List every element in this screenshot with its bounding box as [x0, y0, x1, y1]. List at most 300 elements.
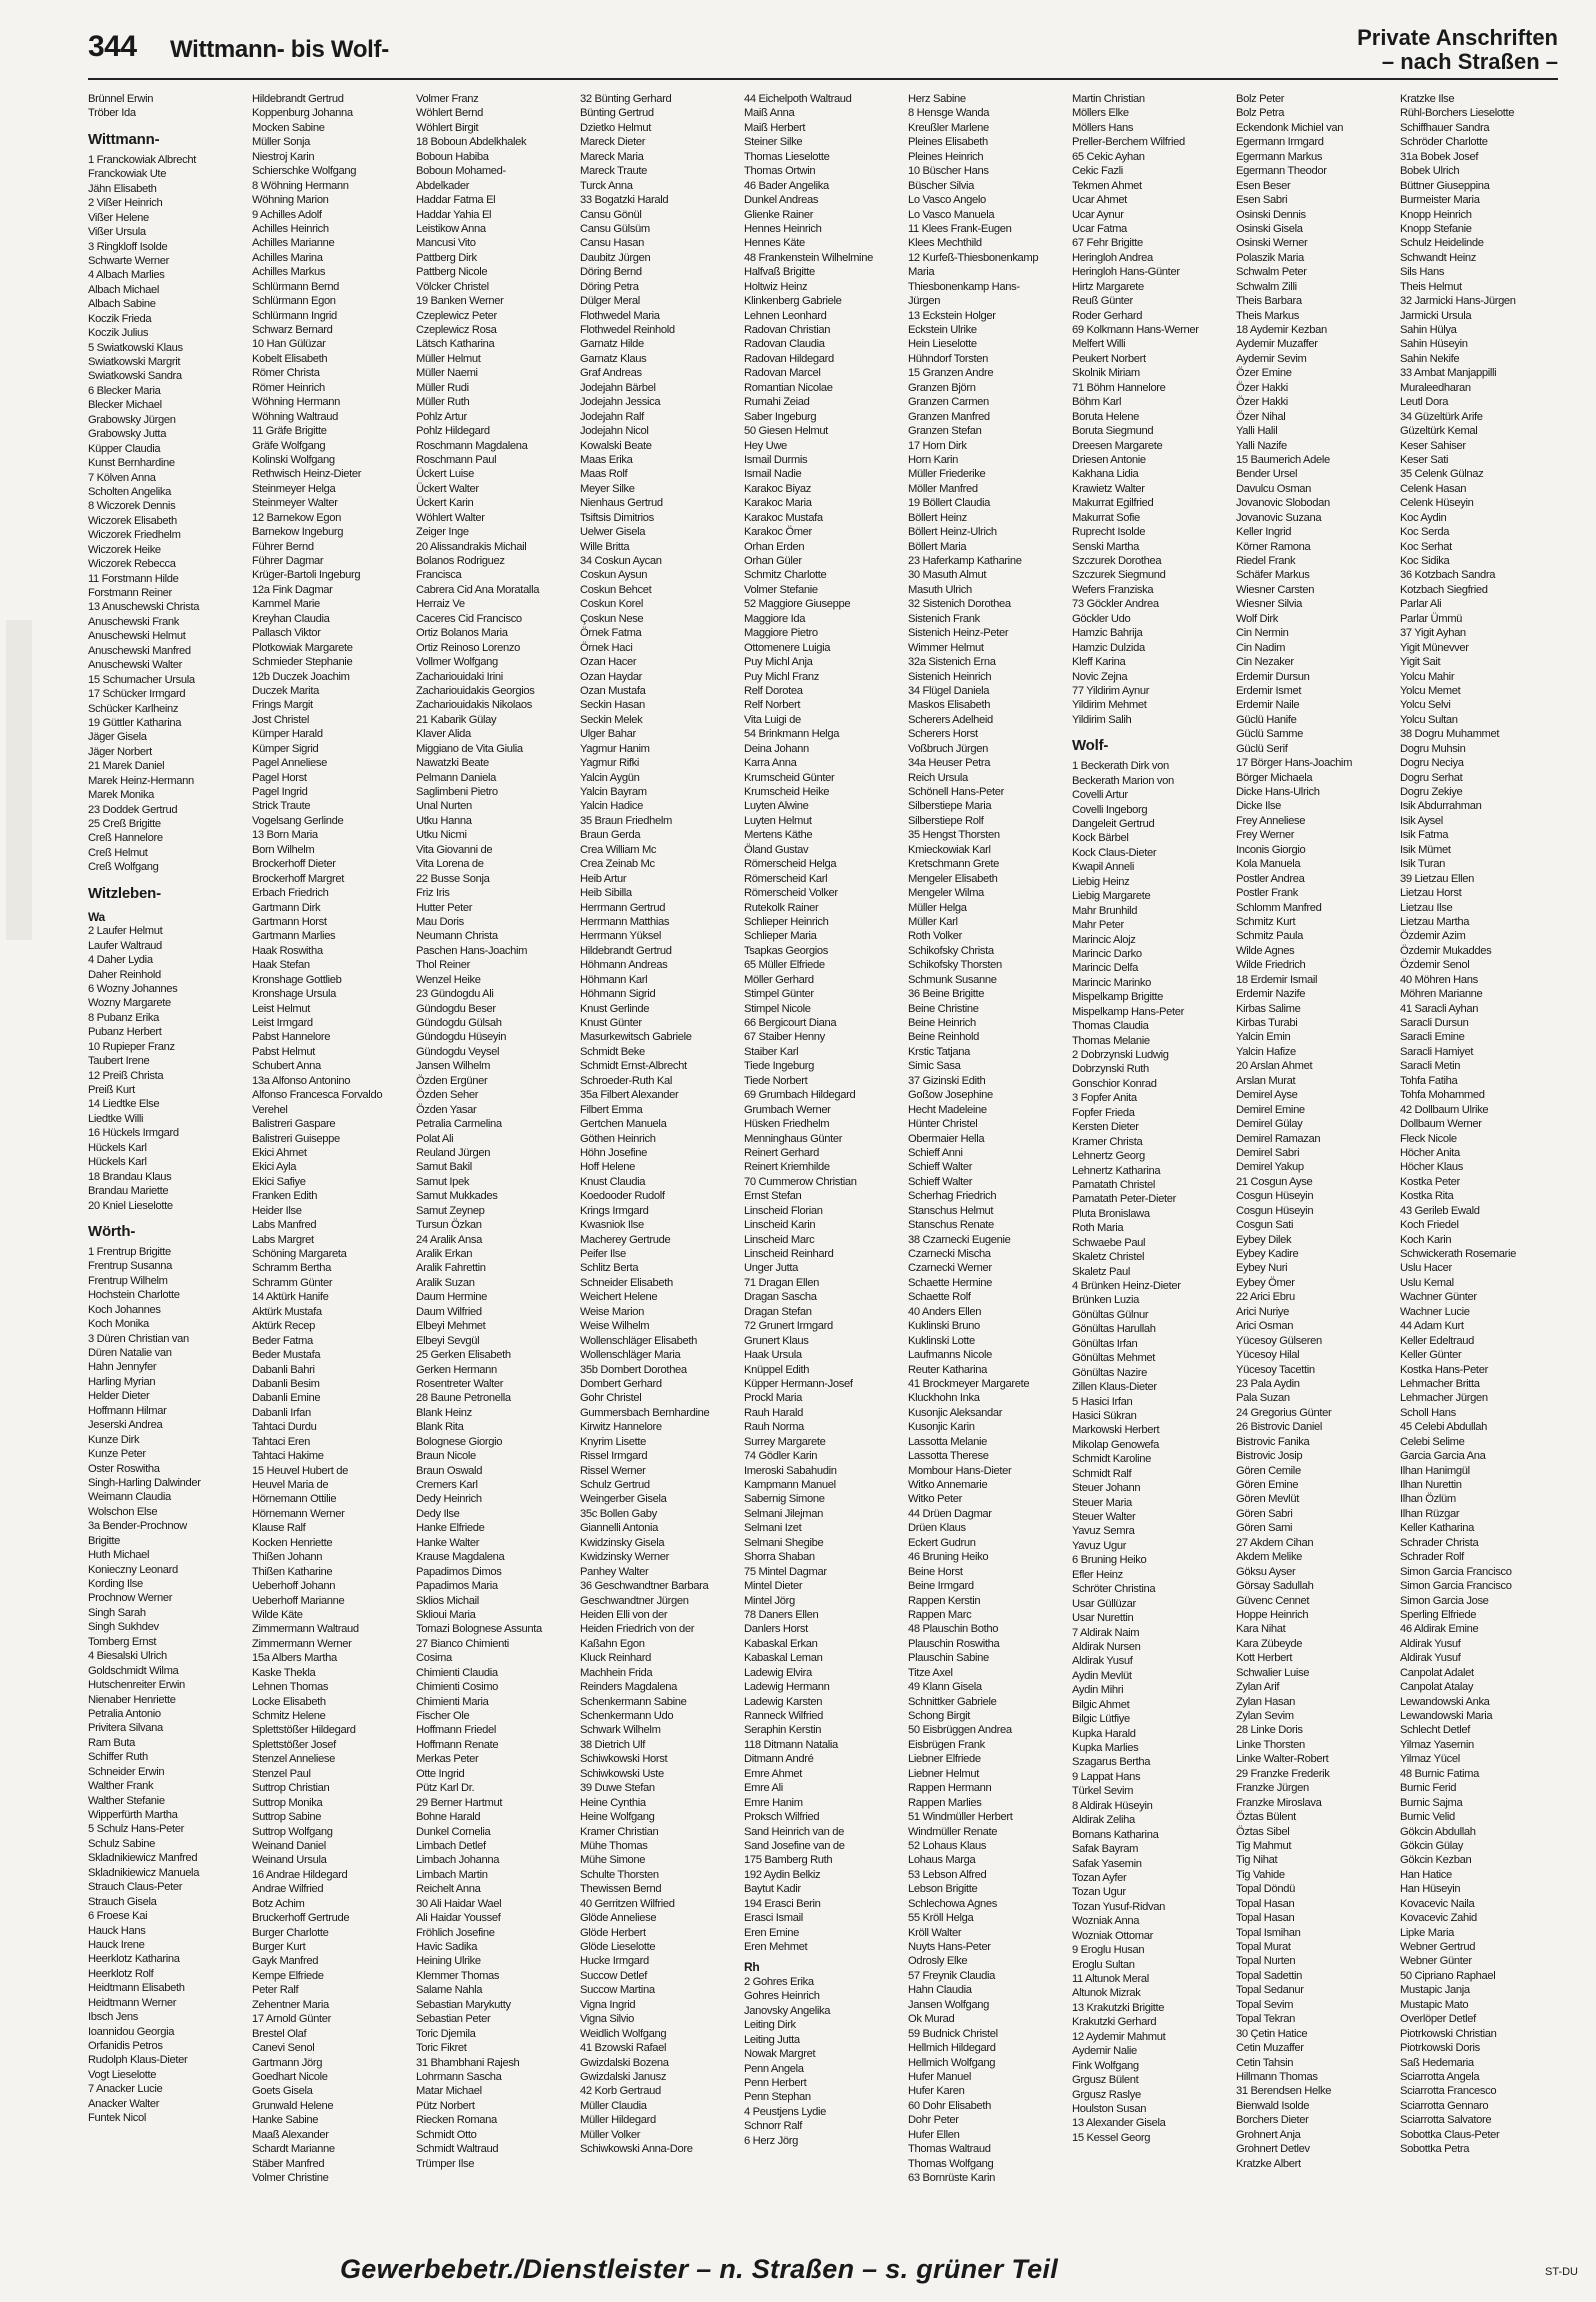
resident-entry: Schiwkowski Anna-Dore — [580, 2143, 693, 2156]
resident-entry: Selmani Shegibe — [744, 1536, 824, 1549]
resident-entry: Kammel Marie — [252, 598, 320, 611]
resident-entry: Vita Giovanni de — [416, 843, 493, 856]
resident-entry: Hahn Jennyfer — [88, 1361, 157, 1374]
resident-entry: Marek Heinz-Hermann — [88, 774, 194, 787]
resident-entry: Gökcin Kezban — [1400, 1854, 1472, 1867]
resident-entry: Kümper Sigrid — [252, 742, 319, 755]
resident-entry: Schücker Karlheinz — [88, 702, 179, 715]
resident-entry: Liebig Margarete — [1072, 890, 1151, 903]
resident-entry: Hutschenreiter Erwin — [88, 1679, 185, 1692]
resident-entry: Staiber Karl — [744, 1045, 799, 1058]
resident-entry: Beckerath Marion von — [1072, 774, 1174, 787]
resident-entry: Splettstößer Hildegard — [252, 1724, 356, 1737]
resident-entry: Ilhan Hanimgül — [1400, 1464, 1470, 1477]
resident-entry: 13 Anuschewski Christa — [88, 601, 200, 614]
resident-entry: 32a Sistenich Erna — [908, 656, 996, 669]
resident-entry: Bohne Harald — [416, 1811, 481, 1824]
resident-entry: Boboun Mohamed- — [416, 165, 506, 178]
resident-entry: Kwasniok Ilse — [580, 1219, 644, 1232]
resident-entry: Grohnert Detlev — [1236, 2143, 1310, 2156]
resident-entry: Deina Johann — [744, 742, 809, 755]
resident-entry: Cabrera Cid Ana Moratalla — [416, 583, 540, 596]
resident-entry: Creß Helmut — [88, 846, 148, 859]
resident-entry: 18 Boboun Abdelkhalek — [416, 136, 527, 149]
resident-entry: Melfert Willi — [1072, 338, 1126, 351]
resident-entry: Skaletz Paul — [1072, 1265, 1130, 1278]
resident-entry: 6 Froese Kai — [88, 1910, 148, 1923]
resident-entry: Ruprecht Isolde — [1072, 526, 1146, 539]
resident-entry: Esen Beser — [1236, 179, 1291, 192]
resident-entry: Burger Kurt — [252, 1941, 306, 1953]
resident-entry: Bolognese Giorgio — [416, 1435, 503, 1448]
resident-entry: Brockerhoff Dieter — [252, 858, 336, 871]
resident-entry: Schulz Gertrud — [580, 1479, 650, 1491]
resident-entry: Topal Sedanur — [1236, 1984, 1304, 1997]
resident-entry: Wozny Margarete — [88, 997, 171, 1010]
resident-entry: Franken Edith — [252, 1190, 318, 1203]
resident-entry: Schiffer Ruth — [88, 1751, 148, 1764]
resident-entry: Boruta Siegmund — [1072, 425, 1154, 438]
resident-entry: Glöde Lieselotte — [580, 1941, 656, 1953]
resident-entry: Kakhana Lidia — [1072, 468, 1139, 481]
resident-entry: Hutter Peter — [416, 901, 473, 914]
resident-entry: 23 Gündogdu Ali — [416, 988, 494, 1001]
resident-entry: 31a Bobek Josef — [1400, 150, 1479, 163]
resident-entry: Blecker Michael — [88, 399, 162, 412]
resident-entry: Vißer Helene — [88, 211, 149, 224]
resident-entry: 7 Kölven Anna — [88, 471, 156, 484]
resident-entry: Dangeleit Gertrud — [1072, 818, 1155, 830]
resident-entry: Wöhlert Birgit — [416, 121, 479, 134]
resident-entry: Sistenich Frank — [908, 612, 980, 625]
resident-entry: Aldirak Yusuf — [1072, 1655, 1133, 1668]
resident-entry: 34 Güzeltürk Arife — [1400, 410, 1483, 423]
resident-entry: Kupka Harald — [1072, 1727, 1136, 1740]
resident-entry: Osinski Werner — [1236, 237, 1308, 250]
resident-entry: Labs Manfred — [252, 1219, 317, 1232]
resident-entry: Kott Herbert — [1236, 1652, 1293, 1665]
resident-entry: 39 Duwe Stefan — [580, 1782, 655, 1795]
resident-entry: Maskos Elisabeth — [908, 699, 991, 712]
resident-entry: Jäger Gisela — [88, 731, 147, 744]
resident-entry: Steuer Johann — [1072, 1482, 1141, 1495]
resident-entry: 24 Aralik Ansa — [416, 1233, 482, 1246]
resident-entry: Blank Rita — [416, 1421, 464, 1434]
resident-entry: Hochstein Charlotte — [88, 1289, 180, 1302]
resident-entry: Heringloh Hans-Günter — [1072, 266, 1180, 279]
resident-entry: 16 Andrae Hildegard — [252, 1868, 348, 1881]
resident-entry: Orhan Güler — [744, 555, 802, 567]
resident-entry: Rappen Hermann — [908, 1782, 992, 1795]
resident-entry: Relf Dorotea — [744, 684, 803, 697]
resident-entry: Dogru Muhsin — [1400, 742, 1466, 755]
resident-entry: Geschwandtner Jürgen — [580, 1594, 689, 1607]
resident-entry: Schmitz Paula — [1236, 930, 1303, 943]
resident-entry: Mustapic Janja — [1400, 1984, 1470, 1997]
resident-entry: Kluckhohn Inka — [908, 1392, 980, 1405]
resident-entry: Walther Stefanie — [88, 1794, 165, 1807]
resident-entry: Scholten Angelika — [88, 485, 171, 498]
resident-entry: Parlar Ali — [1400, 598, 1442, 611]
resident-entry: Lassotta Therese — [908, 1450, 989, 1463]
resident-entry: Heerklotz Katharina — [88, 1953, 180, 1966]
resident-entry: Succow Martina — [580, 1984, 655, 1997]
resident-entry: Lehnertz Katharina — [1072, 1164, 1161, 1177]
resident-entry: Janovsky Angelika — [744, 2004, 831, 2017]
resident-entry: 8 Wöhning Hermann — [252, 179, 349, 192]
resident-entry: 65 Cekic Ayhan — [1072, 150, 1145, 163]
resident-entry: Brandau Mariette — [88, 1185, 169, 1198]
resident-entry: Mintel Jörg — [744, 1594, 795, 1607]
resident-entry: Rosentreter Walter — [416, 1377, 504, 1390]
resident-entry: Karra Anna — [744, 757, 797, 770]
resident-entry: Penn Herbert — [744, 2076, 807, 2089]
resident-entry: Heine Cynthia — [580, 1796, 646, 1809]
resident-entry: Ueberhoff Marianne — [252, 1594, 345, 1607]
resident-entry: Kümper Harald — [252, 728, 323, 741]
resident-entry: Ottomenere Luigia — [744, 641, 831, 654]
resident-entry: Wöhning Hermann — [252, 396, 341, 409]
resident-entry: Demirel Ayse — [1236, 1089, 1298, 1102]
resident-entry: Hirtz Margarete — [1072, 280, 1144, 293]
resident-entry: Botz Achim — [252, 1897, 305, 1910]
resident-entry: Zehentner Maria — [252, 1998, 329, 2011]
resident-entry: Rissel Werner — [580, 1464, 646, 1477]
resident-entry: Mikolap Genowefa — [1072, 1438, 1160, 1451]
resident-entry: Grohnert Anja — [1236, 2128, 1301, 2141]
resident-entry: Gören Sabri — [1236, 1507, 1293, 1520]
resident-entry: Wolschon Else — [88, 1505, 158, 1518]
resident-entry: Kratzke Albert — [1236, 2157, 1301, 2170]
resident-entry: Silberstiepe Rolf — [908, 814, 984, 827]
resident-entry: 71 Dragan Ellen — [744, 1276, 819, 1289]
resident-entry: Gohr Christel — [580, 1392, 642, 1405]
resident-entry: Halfvaß Brigitte — [744, 266, 815, 279]
resident-entry: Saracli Dursun — [1400, 1017, 1469, 1029]
resident-entry: Isik Aysel — [1400, 814, 1443, 827]
resident-entry: Ladewig Elvira — [744, 1666, 812, 1679]
resident-entry: Pabst Helmut — [252, 1045, 315, 1058]
resident-entry: Wimmer Helmut — [908, 641, 984, 654]
resident-entry: Menninghaus Günter — [744, 1132, 843, 1145]
resident-entry: Gönültas Irfan — [1072, 1337, 1138, 1350]
resident-entry: Masuth Ulrich — [908, 583, 972, 596]
resident-entry: Bomans Katharina — [1072, 1828, 1159, 1841]
resident-entry: Selmani Izet — [744, 1522, 802, 1535]
resident-entry: Lehmacher Jürgen — [1400, 1392, 1488, 1405]
resident-entry: 175 Bamberg Ruth — [744, 1854, 833, 1867]
resident-entry: 23 Doddek Gertrud — [88, 803, 178, 816]
resident-entry: Lo Vasco Angelo — [908, 194, 986, 207]
resident-entry: Özer Hakki — [1236, 381, 1288, 394]
resident-entry: 49 Klann Gisela — [908, 1681, 982, 1694]
resident-entry: 18 Aydemir Kezban — [1236, 324, 1327, 336]
resident-entry: Römer Heinrich — [252, 381, 325, 394]
resident-entry: Hufer Ellen — [908, 2128, 960, 2141]
page-header — [88, 26, 1558, 82]
resident-entry: Tekmen Ahmet — [1072, 179, 1142, 192]
resident-entry: Zylan Sevim — [1236, 1710, 1294, 1722]
resident-entry: 72 Grunert Irmgard — [744, 1320, 833, 1333]
resident-entry: Kola Manuela — [1236, 858, 1301, 871]
resident-entry: Daum Hermine — [416, 1291, 488, 1304]
resident-entry: Kording Ilse — [88, 1578, 143, 1590]
resident-entry: Trümper Ilse — [416, 2157, 475, 2170]
resident-entry: Yildirim Mehmet — [1072, 699, 1147, 712]
resident-entry: Kunst Bernhardine — [88, 457, 175, 470]
resident-entry: Rappen Marc — [908, 1608, 972, 1621]
resident-entry: Thomas Claudia — [1072, 1020, 1149, 1033]
resident-entry: Kusonjic Aleksandar — [908, 1406, 1003, 1419]
resident-entry: Erdemir Naile — [1236, 699, 1300, 712]
listing-column-8 — [1236, 92, 1394, 2222]
resident-entry: 9 Achilles Adolf — [252, 208, 322, 221]
resident-entry: Pagel Ingrid — [252, 786, 308, 798]
resident-entry: Coskun Aysun — [580, 569, 648, 582]
resident-entry: Vißer Ursula — [88, 226, 146, 239]
resident-entry: Dicke Ilse — [1236, 800, 1281, 813]
resident-entry: Meyer Silke — [580, 482, 635, 495]
resident-entry: 32 Bünting Gerhard — [580, 93, 672, 105]
resident-entry: Bolz Petra — [1236, 107, 1285, 120]
resident-entry: Göksu Ayser — [1236, 1565, 1296, 1578]
resident-entry: Schlieper Heinrich — [744, 915, 829, 928]
resident-entry: Jodejahn Ralf — [580, 410, 644, 423]
resident-entry: 9 Eroglu Husan — [1072, 1944, 1145, 1957]
resident-entry: Egermann Markus — [1236, 150, 1323, 163]
resident-entry: Linke Thorsten — [1236, 1738, 1305, 1751]
resident-entry: Odrosly Elke — [908, 1955, 968, 1968]
resident-entry: Tahtaci Eren — [252, 1435, 310, 1448]
resident-entry: Knopp Stefanie — [1400, 222, 1472, 235]
resident-entry: Eybey Kadire — [1236, 1248, 1299, 1260]
resident-entry: Müller Rudi — [416, 381, 469, 394]
resident-entry: Grabowsky Jürgen — [88, 413, 176, 426]
resident-entry: Yalcin Bayram — [580, 786, 647, 798]
resident-entry: Tröber Ida — [88, 107, 136, 120]
resident-entry: Schlecht Detlef — [1400, 1724, 1470, 1737]
resident-entry: Sciarrotta Salvatore — [1400, 2114, 1492, 2127]
resident-entry: Reinders Magdalena — [580, 1681, 677, 1694]
resident-entry: Maas Rolf — [580, 468, 628, 481]
resident-entry: Schmunk Susanne — [908, 973, 997, 986]
resident-entry: Kolinski Wolfgang — [252, 453, 335, 466]
resident-entry: Osinski Gisela — [1236, 222, 1303, 235]
resident-entry: Linscheid Karin — [744, 1219, 816, 1232]
resident-entry: Höhmann Karl — [580, 973, 648, 986]
resident-entry: Creß Wolfgang — [88, 861, 159, 874]
resident-entry: Plauschin Sabine — [908, 1652, 989, 1665]
resident-entry: Daum Wilfried — [416, 1305, 482, 1318]
resident-entry: 39 Lietzau Ellen — [1400, 872, 1475, 885]
section-title — [1357, 26, 1558, 74]
resident-entry: Schmitz Helene — [252, 1710, 326, 1722]
resident-entry: 48 Burnic Fatima — [1400, 1767, 1479, 1780]
resident-entry: Gönültas Nazire — [1072, 1366, 1147, 1379]
resident-entry: 15 Kessel Georg — [1072, 2131, 1151, 2144]
resident-entry: 35 Celenk Gülnaz — [1400, 468, 1484, 481]
resident-entry: Mengeler Elisabeth — [908, 872, 998, 885]
resident-entry: Garcia Garcia Ana — [1400, 1450, 1486, 1463]
resident-entry: Pelmann Daniela — [416, 771, 496, 784]
resident-entry: Steiner Silke — [744, 136, 803, 149]
resident-entry: Dogru Serhat — [1400, 771, 1463, 784]
resident-entry: 10 Büscher Hans — [908, 165, 989, 178]
resident-entry: Gönültas Mehmet — [1072, 1352, 1156, 1365]
resident-entry: Gummersbach Bernhardine — [580, 1406, 710, 1419]
resident-entry: 12 Barnekow Egon — [252, 511, 341, 524]
resident-entry: Ibsch Jens — [88, 2011, 138, 2024]
resident-entry: 118 Ditmann Natalia — [744, 1738, 838, 1751]
resident-entry: Kreußler Marlene — [908, 121, 989, 134]
resident-entry: Yigit Sait — [1400, 656, 1441, 669]
resident-entry: 29 Berner Hartmut — [416, 1796, 503, 1809]
resident-entry: Flothwedel Maria — [580, 309, 660, 322]
resident-entry: Müller Helmut — [416, 352, 481, 365]
resident-entry: 23 Pala Aydin — [1236, 1377, 1300, 1390]
resident-entry: 34a Heuser Petra — [908, 757, 991, 770]
resident-entry: Han Hüseyin — [1400, 1883, 1461, 1896]
resident-entry: 73 Göckler Andrea — [1072, 598, 1159, 611]
resident-entry: Eren Mehmet — [744, 1941, 808, 1953]
resident-entry: Lietzau Martha — [1400, 915, 1470, 928]
resident-entry: Topal Hasan — [1236, 1912, 1295, 1925]
resident-entry: Elbeyi Sevgül — [416, 1334, 480, 1347]
resident-entry: Heib Sibilla — [580, 887, 632, 900]
resident-entry: Jarmicki Ursula — [1400, 309, 1472, 322]
resident-entry: Garnatz Hilde — [580, 338, 644, 351]
resident-entry: Canevi Senol — [252, 2042, 315, 2055]
resident-entry: Glienke Rainer — [744, 208, 814, 221]
resident-entry: Pohlz Artur — [416, 410, 467, 423]
resident-entry: Tozan Ugur — [1072, 1886, 1126, 1899]
resident-entry: Luyten Alwine — [744, 800, 809, 813]
resident-entry: Schmitz Charlotte — [744, 569, 827, 582]
resident-entry: Eckendonk Michiel van — [1236, 121, 1344, 134]
resident-entry: Yagmur Rifki — [580, 757, 640, 770]
resident-entry: Burmeister Maria — [1400, 194, 1480, 207]
resident-entry: Tiede Ingeburg — [744, 1060, 814, 1073]
resident-entry: Schlitz Berta — [580, 1262, 639, 1275]
resident-entry: Gartmann Dirk — [252, 901, 321, 914]
resident-entry: Hünter Christel — [908, 1118, 978, 1131]
resident-entry: Gonschior Konrad — [1072, 1077, 1157, 1090]
resident-entry: Sebastian Peter — [416, 2013, 491, 2026]
resident-entry: Topal Tekran — [1236, 2013, 1296, 2026]
resident-entry: Wozniak Anna — [1072, 1915, 1140, 1928]
resident-entry: Dedy Ilse — [416, 1507, 460, 1520]
resident-entry: Tomazi Bolognese Assunta — [416, 1623, 542, 1636]
resident-entry: Achilles Heinrich — [252, 222, 329, 235]
resident-entry: Kaßahn Egon — [580, 1637, 645, 1650]
resident-entry: Schaette Hermine — [908, 1276, 992, 1289]
resident-entry: Höcher Anita — [1400, 1146, 1460, 1159]
resident-entry: Cosgun Sati — [1236, 1219, 1294, 1232]
resident-entry: 65 Müller Elfriede — [744, 959, 825, 972]
resident-entry: Gören Mevlüt — [1236, 1493, 1299, 1506]
resident-entry: 51 Windmüller Herbert — [908, 1811, 1013, 1824]
resident-entry: Führer Dagmar — [252, 555, 324, 567]
resident-entry: Hüsken Friedhelm — [744, 1118, 830, 1131]
resident-entry: 50 Cipriano Raphael — [1400, 1969, 1496, 1982]
resident-entry: 12 Kurfeß-Thiesbonenkamp — [908, 251, 1039, 264]
resident-entry: Thewissen Bernd — [580, 1883, 662, 1896]
resident-entry: Isik Abdurrahman — [1400, 800, 1482, 813]
resident-entry: Haak Roswitha — [252, 944, 323, 957]
resident-entry: Herz Sabine — [908, 93, 966, 105]
resident-entry: Boboun Habiba — [416, 150, 489, 163]
resident-entry: Kara Nihat — [1236, 1623, 1286, 1636]
resident-entry: Gören Cemile — [1236, 1464, 1301, 1477]
page-number: 344 — [88, 30, 137, 63]
resident-entry: Eybey Ömer — [1236, 1276, 1295, 1289]
resident-entry: Kröll Walter — [908, 1926, 962, 1939]
resident-entry: Tohfa Mohammed — [1400, 1089, 1485, 1102]
resident-entry: Kluck Reinhard — [580, 1652, 651, 1665]
resident-entry: Yalli Halil — [1236, 425, 1278, 438]
resident-entry: Wozniak Ottomar — [1072, 1929, 1153, 1942]
resident-entry: 40 Anders Ellen — [908, 1305, 982, 1318]
resident-entry: Möller Manfred — [908, 482, 978, 495]
section-title-line-2: – nach Straßen – — [1381, 49, 1558, 74]
resident-entry: Römerscheid Helga — [744, 858, 837, 871]
resident-entry: Proksch Wilfried — [744, 1811, 820, 1824]
resident-entry: Gohres Heinrich — [744, 1990, 820, 2003]
resident-entry: Filbert Emma — [580, 1103, 643, 1116]
resident-entry: Schönell Hans-Peter — [908, 786, 1004, 798]
resident-entry: Steinmeyer Helga — [252, 482, 336, 495]
resident-entry: Heib Artur — [580, 872, 627, 885]
resident-entry: Mahr Brunhild — [1072, 904, 1138, 917]
resident-entry: Singh Sukhdev — [88, 1621, 159, 1634]
resident-entry: Sahin Hüseyin — [1400, 338, 1468, 351]
resident-entry: 78 Daners Ellen — [744, 1608, 819, 1621]
resident-entry: Müller Claudia — [580, 2099, 647, 2112]
resident-entry: 23 Haferkamp Katharine — [908, 555, 1022, 567]
resident-entry: Höhmann Andreas — [580, 959, 668, 972]
resident-entry: 44 Adam Kurt — [1400, 1320, 1464, 1333]
resident-entry: Sistenich Heinz-Peter — [908, 627, 1009, 640]
resident-entry: Albach Sabine — [88, 298, 156, 311]
resident-entry: Albach Michael — [88, 283, 159, 296]
resident-entry: Maggiore Pietro — [744, 627, 818, 640]
resident-entry: Kobelt Elisabeth — [252, 352, 328, 365]
resident-entry: Arici Osman — [1236, 1320, 1294, 1333]
resident-entry: Zimmermann Werner — [252, 1637, 352, 1650]
resident-entry: Höhn Josefine — [580, 1146, 647, 1159]
resident-entry: 48 Frankenstein Wilhelmine — [744, 251, 873, 264]
resident-entry: Böhm Karl — [1072, 396, 1122, 409]
resident-entry: Bilgic Ahmet — [1072, 1698, 1130, 1711]
resident-entry: Topal Nurten — [1236, 1955, 1296, 1968]
resident-entry: Maria — [908, 266, 935, 279]
resident-entry: Theis Markus — [1236, 309, 1299, 322]
resident-entry: Senski Martha — [1072, 540, 1139, 553]
resident-entry: Lehnen Thomas — [252, 1681, 329, 1694]
resident-entry: Tursun Özkan — [416, 1219, 482, 1232]
resident-entry: Türkel Sevim — [1072, 1785, 1134, 1798]
resident-entry: 50 Giesen Helmut — [744, 425, 828, 438]
resident-entry: Grumbach Werner — [744, 1103, 831, 1116]
resident-entry: 35 Braun Friedhelm — [580, 814, 672, 827]
resident-entry: Kocken Henriette — [252, 1536, 333, 1549]
resident-entry: Wöhlert Walter — [416, 511, 485, 524]
resident-entry: Özdemir Senol — [1400, 959, 1470, 972]
resident-entry: 41 Saracli Ayhan — [1400, 1002, 1479, 1015]
resident-entry: Isik Turan — [1400, 858, 1445, 871]
resident-entry: Crea Zeinab Mc — [580, 858, 655, 871]
resident-entry: 25 Gerken Elisabeth — [416, 1349, 511, 1362]
